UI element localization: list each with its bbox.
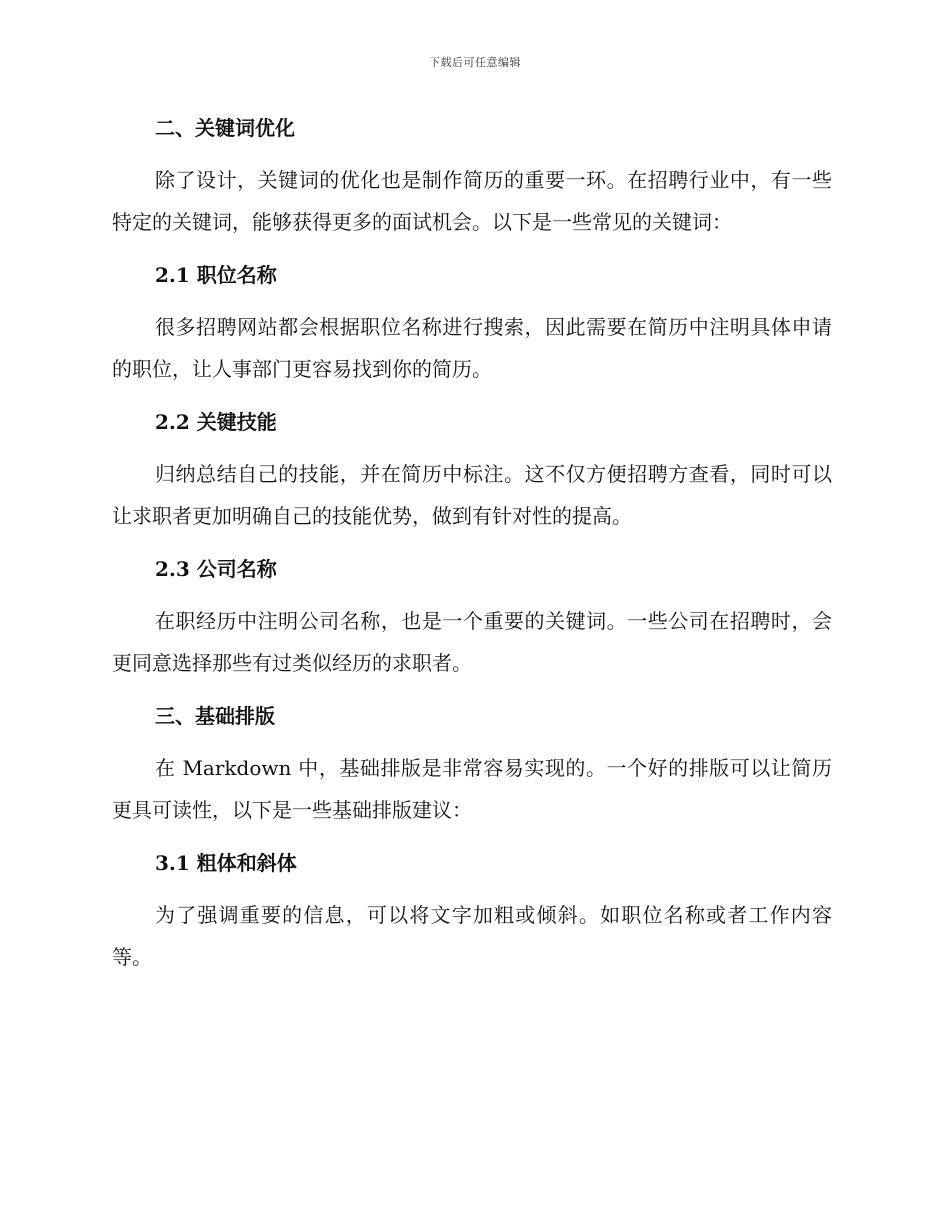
section-heading-key-skills: 2.2 关键技能	[155, 410, 277, 434]
section-paragraph-bold-italic: 为了强调重要的信息，可以将文字加粗或倾斜。如职位名称或者工作内容等。	[112, 903, 832, 969]
page-header-note: 下载后可任意编辑	[429, 56, 521, 69]
section-heading-basic-layout: 三、基础排版	[155, 704, 275, 728]
section-heading-bold-italic: 3.1 粗体和斜体	[155, 851, 297, 875]
section-paragraph-job-title: 很多招聘网站都会根据职位名称进行搜索，因此需要在简历中注明具体申请的职位，让人事部门更容易找到你的简历。	[112, 315, 832, 381]
section-paragraph-key-skills: 归纳总结自己的技能，并在简历中标注。这不仅方便招聘方查看，同时可以让求职者更加明确自己的技能优势，做到有针对性的提高。	[112, 462, 832, 528]
section-heading-company-name: 2.3 公司名称	[155, 557, 277, 581]
document-body	[112, 108, 832, 978]
section-heading-keyword-optimization: 二、关键词优化	[155, 116, 295, 140]
section-paragraph-keyword-optimization: 除了设计，关键词的优化也是制作简历的重要一环。在招聘行业中，有一些特定的关键词，能够获得更多的面试机会。以下是一些常见的关键词：	[112, 168, 832, 234]
section-paragraph-basic-layout: 在 Markdown 中，基础排版是非常容易实现的。一个好的排版可以让简历更具可读性，以下是一些基础排版建议：	[112, 756, 832, 822]
section-paragraph-company-name: 在职经历中注明公司名称，也是一个重要的关键词。一些公司在招聘时，会更同意选择那些有过类似经历的求职者。	[112, 609, 832, 675]
section-heading-job-title: 2.1 职位名称	[155, 263, 277, 287]
